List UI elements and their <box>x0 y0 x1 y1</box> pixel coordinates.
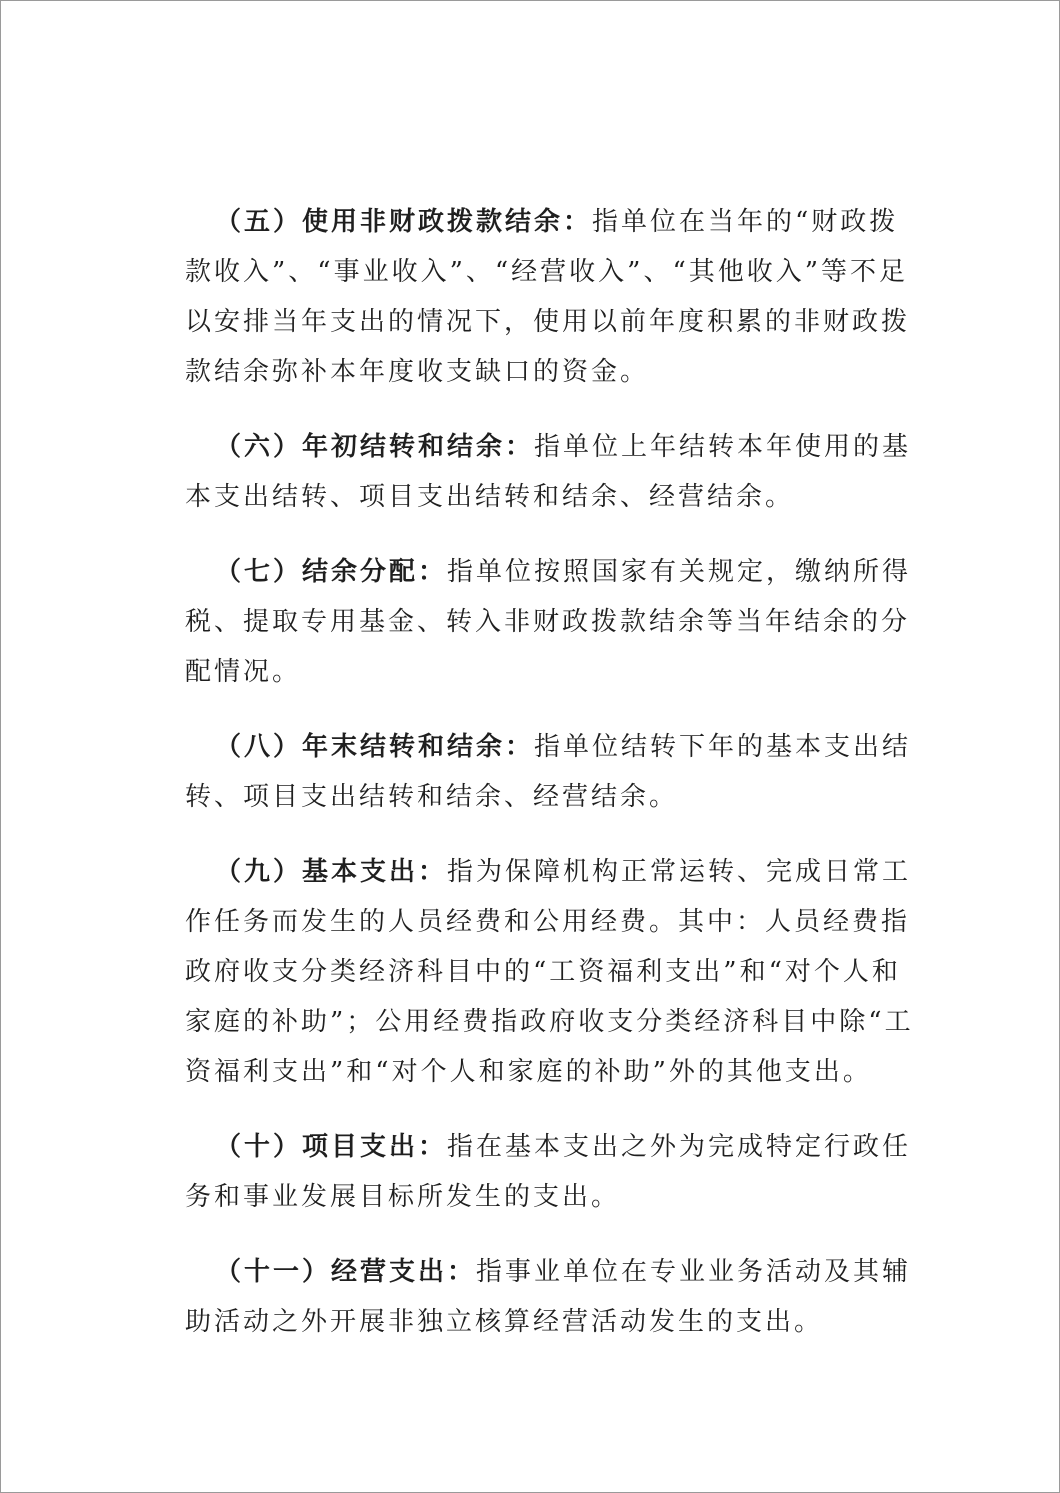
term-eight: （八）年末结转和结余： <box>215 732 535 762</box>
term-seven: （七）结余分配： <box>215 557 448 587</box>
paragraph-six <box>185 422 925 522</box>
term-ten: （十）项目支出： <box>215 1132 448 1162</box>
definition-ten: 指在基本支出之外为完成特定行政任务和事业发展目标所发生的支出。 <box>185 1132 912 1212</box>
definition-six: 指单位上年结转本年使用的基本支出结转、项目支出结转和结余、经营结余。 <box>185 432 912 512</box>
definition-five: 指单位在当年的“财政拨款收入”、“事业收入”、“经营收入”、“其他收入”等不足以安排当年支出的情况下，使用以前年度积累的非财政拨款结余弥补本年度收支缺口的资金。 <box>185 207 911 387</box>
term-nine: （九）基本支出： <box>215 857 448 887</box>
paragraph-seven <box>185 547 925 697</box>
paragraph-nine <box>185 847 925 1097</box>
term-six: （六）年初结转和结余： <box>215 432 535 462</box>
paragraph-eleven <box>185 1247 925 1347</box>
term-five: （五）使用非财政拨款结余： <box>215 207 593 237</box>
paragraph-eight <box>185 722 925 822</box>
definition-seven: 指单位按照国家有关规定，缴纳所得税、提取专用基金、转入非财政拨款结余等当年结余的分配情况。 <box>185 557 912 687</box>
definition-nine: 指为保障机构正常运转、完成日常工作任务而发生的人员经费和公用经费。其中：人员经费指政府收支分类经济科目中的“工资福利支出”和“对个人和家庭的补助”；公用经费指政府收支分类经济科目中除“工资福利支出”和“对个人和家庭的补助”外的其他支出。 <box>185 857 914 1087</box>
definition-eleven: 指事业单位在专业业务活动及其辅助活动之外开展非独立核算经营活动发生的支出。 <box>185 1257 912 1337</box>
term-eleven: （十一）经营支出： <box>215 1257 477 1287</box>
definition-eight: 指单位结转下年的基本支出结转、项目支出结转和结余、经营结余。 <box>185 732 912 812</box>
paragraph-ten <box>185 1122 925 1222</box>
paragraph-five <box>185 197 925 397</box>
document-body <box>185 197 925 1372</box>
